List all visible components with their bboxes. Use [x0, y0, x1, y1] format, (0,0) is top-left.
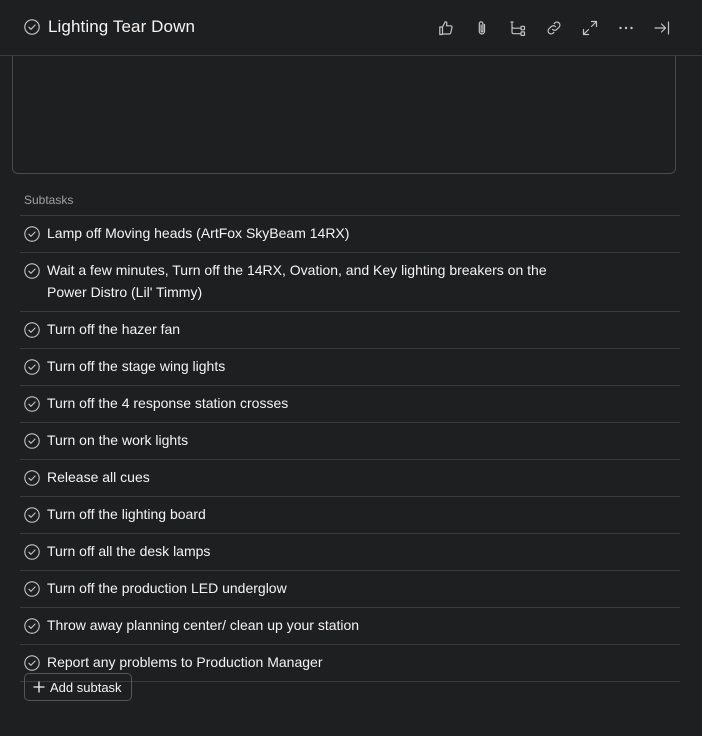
subtask-row[interactable] — [20, 216, 680, 253]
header-toolbar — [422, 16, 674, 40]
check-circle-icon[interactable] — [24, 618, 40, 634]
subtask-label[interactable]: Turn off the hazer fan — [47, 321, 181, 337]
task-title-wrap — [24, 17, 195, 37]
subtask-label[interactable]: Turn off the 4 response station crosses — [47, 395, 289, 411]
attach-button[interactable] — [470, 16, 494, 40]
task-title[interactable]: Lighting Tear Down — [48, 17, 196, 36]
plus-icon — [33, 681, 45, 693]
subtask-row[interactable] — [20, 460, 680, 497]
subtask-label[interactable]: Turn off all the desk lamps — [47, 543, 211, 559]
subtask-row[interactable] — [20, 423, 680, 460]
close-panel-button[interactable] — [650, 16, 674, 40]
subtask-row[interactable] — [20, 312, 680, 349]
check-circle-icon[interactable] — [24, 19, 40, 35]
subtask-row[interactable] — [20, 386, 680, 423]
expand-button[interactable] — [578, 16, 602, 40]
subtask-branch-icon — [509, 19, 527, 37]
subtask-row[interactable] — [20, 534, 680, 571]
check-circle-icon[interactable] — [24, 433, 40, 449]
copy-link-button[interactable] — [542, 16, 566, 40]
check-circle-icon[interactable] — [24, 470, 40, 486]
subtask-button[interactable] — [506, 16, 530, 40]
add-subtask-button[interactable] — [24, 673, 132, 701]
subtask-label[interactable]: Throw away planning center/ clean up your station — [47, 617, 360, 633]
subtask-label[interactable]: Turn off the stage wing lights — [47, 358, 226, 374]
thumbs-up-icon — [437, 19, 455, 37]
subtask-label[interactable]: Report any problems to Production Manager — [47, 654, 323, 670]
check-circle-icon[interactable] — [24, 507, 40, 523]
more-actions-button[interactable] — [614, 16, 638, 40]
check-circle-icon[interactable] — [24, 359, 40, 375]
subtask-label[interactable]: Turn off the lighting board — [47, 506, 206, 522]
check-circle-icon[interactable] — [24, 396, 40, 412]
subtask-list — [20, 215, 680, 682]
more-icon — [617, 19, 635, 37]
check-circle-icon[interactable] — [24, 263, 40, 279]
subtask-label[interactable]: Turn off the production LED underglow — [47, 580, 287, 596]
subtask-row[interactable] — [20, 571, 680, 608]
task-header — [0, 0, 702, 56]
check-circle-icon[interactable] — [24, 655, 40, 671]
expand-icon — [581, 19, 599, 37]
like-button[interactable] — [434, 16, 458, 40]
paperclip-icon — [473, 19, 491, 37]
subtask-label[interactable]: Lamp off Moving heads (ArtFox SkyBeam 14RX) — [47, 225, 350, 241]
link-icon — [545, 19, 563, 37]
check-circle-icon[interactable] — [24, 226, 40, 242]
subtask-label[interactable]: Turn on the work lights — [47, 432, 189, 448]
subtask-row[interactable] — [20, 497, 680, 534]
subtask-label[interactable]: Release all cues — [47, 469, 150, 485]
subtask-row[interactable] — [20, 253, 680, 312]
close-panel-icon — [653, 19, 671, 37]
add-subtask-label: Add subtask — [50, 679, 122, 695]
subtask-row[interactable] — [20, 608, 680, 645]
description-editor[interactable] — [12, 56, 676, 174]
check-circle-icon[interactable] — [24, 322, 40, 338]
subtasks-heading: Subtasks — [24, 193, 74, 207]
subtask-row[interactable] — [20, 349, 680, 386]
check-circle-icon[interactable] — [24, 544, 40, 560]
subtask-label[interactable]: Wait a few minutes, Turn off the 14RX, Ovation, and Key lighting breakers on the Power Distro (Lil' Timmy) — [47, 262, 547, 300]
check-circle-icon[interactable] — [24, 581, 40, 597]
